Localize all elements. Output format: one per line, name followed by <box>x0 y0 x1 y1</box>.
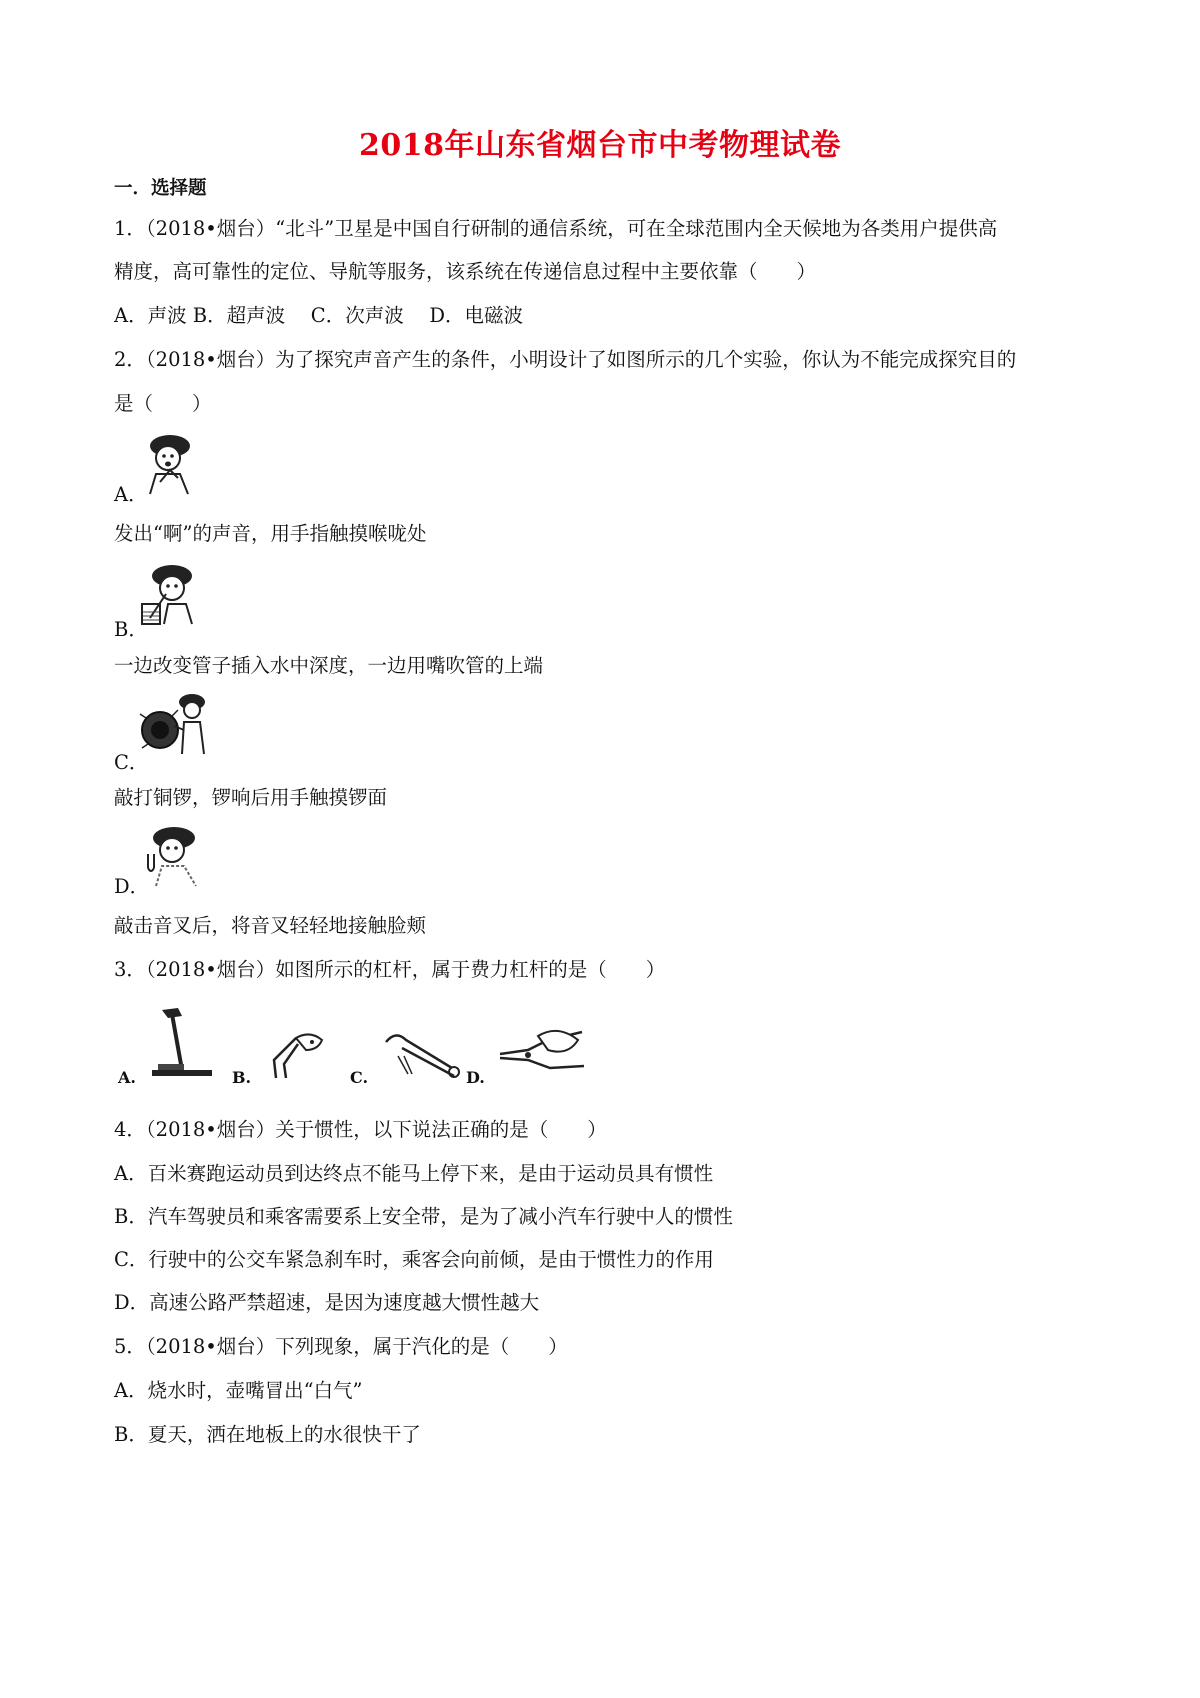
q3-label-a: A. <box>118 1068 136 1087</box>
q4-option-c: C．行驶中的公交车紧急刹车时，乘客会向前倾，是由于惯性力的作用 <box>114 1248 714 1271</box>
q2-option-b-label: B． <box>114 618 148 641</box>
q4-stem: 4．（2018•烟台）关于惯性，以下说法正确的是（ ） <box>114 1118 607 1141</box>
q4-option-a: A．百米赛跑运动员到达终点不能马上停下来，是由于运动员具有惯性 <box>114 1162 714 1185</box>
section-heading: 一．选择题 <box>114 178 207 199</box>
q5-stem: 5．（2018•烟台）下列现象，属于汽化的是（ ） <box>114 1335 568 1358</box>
q2-stem-line2: 是（ ） <box>114 392 212 415</box>
q2-option-d-label: D． <box>114 875 150 898</box>
q3-label-d: D. <box>466 1068 485 1087</box>
q2-figure-c-gong <box>138 690 210 756</box>
q4-option-d: D．高速公路严禁超速，是因为速度越大惯性越大 <box>114 1291 540 1314</box>
q3-label-c: C. <box>350 1068 369 1087</box>
q5-option-a: A．烧水时，壶嘴冒出“白气” <box>114 1379 363 1402</box>
q5-option-b: B．夏天，洒在地板上的水很快干了 <box>114 1423 421 1446</box>
q2-option-c-label: C． <box>114 751 149 774</box>
q2-option-b-text: 一边改变管子插入水中深度，一边用嘴吹管的上端 <box>114 654 544 677</box>
q1-options: A．声波 B．超声波 C．次声波 D．电磁波 <box>114 304 524 327</box>
q3-figure-d-pliers-lever <box>498 1020 590 1080</box>
document-title: 2018年山东省烟台市中考物理试卷 <box>359 128 841 163</box>
q2-option-a-text: 发出“啊”的声音，用手指触摸喉咙处 <box>114 522 427 545</box>
q2-option-d-text: 敲击音叉后，将音叉轻轻地接触脸颊 <box>114 914 427 937</box>
q1-stem-line1: 1．（2018•烟台）“北斗”卫星是中国自行研制的通信系统，可在全球范围内全天候地为各类用户提供高 <box>114 217 998 240</box>
q3-figure-c-scissors-lever <box>382 1026 462 1084</box>
q3-figure-b-tweezers-lever <box>266 1026 328 1082</box>
q2-option-c-text: 敲打铜锣，锣响后用手触摸锣面 <box>114 786 388 809</box>
q1-stem-line2: 精度，高可靠性的定位、导航等服务，该系统在传递信息过程中主要依靠（ ） <box>114 260 817 283</box>
q3-figure-a-nail-puller-lever <box>148 1004 218 1084</box>
q3-label-b: B. <box>232 1068 252 1087</box>
q2-option-a-label: A． <box>114 483 148 506</box>
q2-stem-line1: 2．（2018•烟台）为了探究声音产生的条件，小明设计了如图所示的几个实验，你认为不能完成探究目的 <box>114 348 1017 371</box>
q4-option-b: B．汽车驾驶员和乘客需要系上安全带，是为了减小汽车行驶中人的惯性 <box>114 1205 733 1228</box>
q3-stem: 3．（2018•烟台）如图所示的杠杆，属于费力杠杆的是（ ） <box>114 958 666 981</box>
